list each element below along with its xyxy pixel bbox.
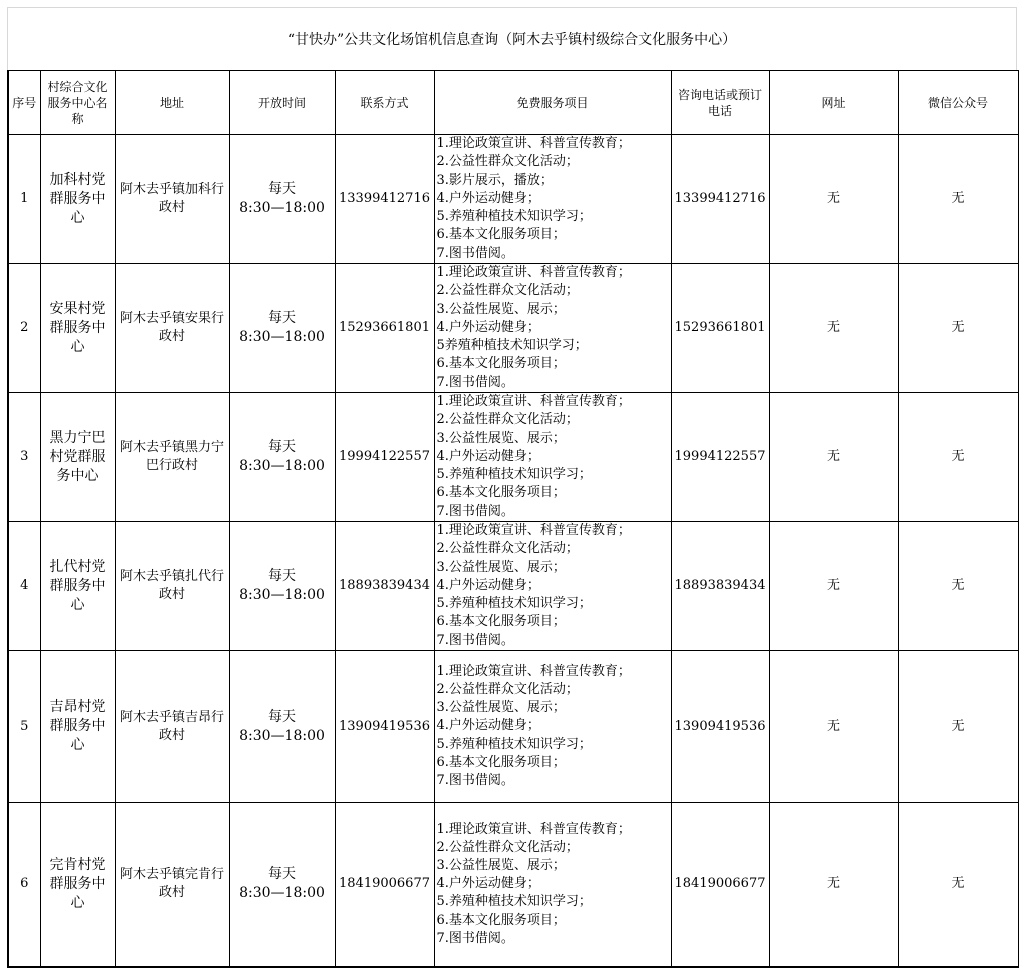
contact-cell[interactable]: 18893839434 (335, 522, 434, 651)
center-name-cell[interactable]: 吉昂村党群服务中心 (40, 651, 115, 803)
service-item: 4.户外运动健身； (436, 718, 540, 734)
open-time-cell[interactable] (229, 393, 335, 522)
address-cell[interactable]: 阿木去乎镇安果行政村 (115, 264, 229, 393)
open-time-cell[interactable] (229, 651, 335, 803)
contact-cell[interactable]: 19994122557 (335, 393, 434, 522)
index-cell[interactable]: 2 (8, 264, 40, 393)
service-item: 5.养殖种植技术知识学习； (436, 596, 592, 612)
services-cell[interactable] (434, 803, 671, 967)
header-hotline[interactable]: 咨询电话或预订电话 (671, 71, 769, 135)
header-services[interactable]: 免费服务项目 (434, 71, 671, 135)
contact-cell[interactable]: 13909419536 (335, 651, 434, 803)
address-cell[interactable]: 阿木去乎镇加科行政村 (115, 135, 229, 264)
service-item: 6.基本文化服务项目； (436, 356, 566, 372)
sheet-title: “甘快办”公共文化场馆机信息查询（阿木去乎镇村级综合文化服务中心） (287, 32, 737, 48)
center-name-cell[interactable]: 加科村党群服务中心 (40, 135, 115, 264)
service-item: 6.基本文化服务项目； (436, 485, 566, 501)
address-cell[interactable]: 阿木去乎镇黑力宁巴行政村 (115, 393, 229, 522)
service-item: 4.户外运动健身； (436, 876, 540, 892)
header-row (8, 71, 1018, 135)
wechat-cell[interactable]: 无 (898, 803, 1018, 967)
service-item: 1.理论政策宣讲、科普宣传教育； (436, 265, 631, 281)
open-time-cell[interactable] (229, 522, 335, 651)
website-cell[interactable]: 无 (769, 135, 898, 264)
center-name-cell[interactable]: 黑力宁巴村党群服务中心 (40, 393, 115, 522)
header-contact[interactable]: 联系方式 (335, 71, 434, 135)
service-item: 7.图书借阅。 (436, 930, 514, 946)
hotline-cell[interactable]: 19994122557 (671, 393, 769, 522)
service-item: 4.户外运动健身； (436, 319, 540, 335)
open-hours: 8:30—18:00 (239, 458, 325, 474)
website-cell[interactable]: 无 (769, 393, 898, 522)
service-item: 3.影片展示，播放； (436, 172, 553, 188)
service-item: 5养殖种植技术知识学习； (436, 338, 588, 354)
contact-cell[interactable]: 18419006677 (335, 803, 434, 967)
service-item: 4.户外运动健身； (436, 448, 540, 464)
sheet-title-cell[interactable] (7, 7, 1017, 70)
address-cell[interactable]: 阿木去乎镇完肯行政村 (115, 803, 229, 967)
service-item: 6.基本文化服务项目； (436, 227, 566, 243)
venue-table (7, 70, 1019, 968)
index-cell[interactable]: 5 (8, 651, 40, 803)
service-item: 1.理论政策宣讲、科普宣传教育； (436, 821, 631, 837)
service-item: 4.户外运动健身； (436, 577, 540, 593)
service-item: 1.理论政策宣讲、科普宣传教育； (436, 394, 631, 410)
open-hours: 8:30—18:00 (239, 329, 325, 345)
header-address[interactable]: 地址 (115, 71, 229, 135)
service-item: 1.理论政策宣讲、科普宣传教育； (436, 523, 631, 539)
table-row (8, 651, 1018, 803)
center-name-cell[interactable]: 完肯村党群服务中心 (40, 803, 115, 967)
services-cell[interactable] (434, 135, 671, 264)
service-item: 7.图书借阅。 (436, 632, 514, 648)
website-cell[interactable]: 无 (769, 803, 898, 967)
hotline-cell[interactable]: 18419006677 (671, 803, 769, 967)
services-cell[interactable] (434, 522, 671, 651)
service-item: 2.公益性群众文化活动； (436, 154, 579, 170)
open-time-cell[interactable] (229, 803, 335, 967)
service-item: 2.公益性群众文化活动； (436, 839, 579, 855)
service-item: 5.养殖种植技术知识学习； (436, 736, 592, 752)
index-cell[interactable]: 6 (8, 803, 40, 967)
hotline-cell[interactable]: 18893839434 (671, 522, 769, 651)
header-open-time[interactable]: 开放时间 (229, 71, 335, 135)
header-center-name[interactable]: 村综合文化服务中心名称 (40, 71, 115, 135)
hotline-cell[interactable]: 13399412716 (671, 135, 769, 264)
website-cell[interactable]: 无 (769, 264, 898, 393)
open-days: 每天 (268, 181, 296, 197)
open-hours: 8:30—18:00 (239, 885, 325, 902)
service-item: 7.图书借阅。 (436, 245, 514, 261)
table-row (8, 522, 1018, 651)
open-hours: 8:30—18:00 (239, 587, 325, 603)
open-days: 每天 (268, 866, 296, 883)
spreadsheet (7, 7, 1017, 968)
index-cell[interactable]: 4 (8, 522, 40, 651)
service-item: 7.图书借阅。 (436, 374, 514, 390)
wechat-cell[interactable]: 无 (898, 522, 1018, 651)
wechat-cell[interactable]: 无 (898, 651, 1018, 803)
wechat-cell[interactable]: 无 (898, 135, 1018, 264)
open-hours: 8:30—18:00 (239, 200, 325, 216)
service-item: 1.理论政策宣讲、科普宣传教育； (436, 663, 631, 679)
service-item: 5.养殖种植技术知识学习； (436, 209, 592, 225)
services-cell[interactable] (434, 393, 671, 522)
wechat-cell[interactable]: 无 (898, 264, 1018, 393)
open-days: 每天 (268, 708, 296, 725)
wechat-cell[interactable]: 无 (898, 393, 1018, 522)
hotline-cell[interactable]: 13909419536 (671, 651, 769, 803)
service-item: 1.理论政策宣讲、科普宣传教育； (436, 136, 631, 152)
website-cell[interactable]: 无 (769, 651, 898, 803)
service-item: 6.基本文化服务项目； (436, 754, 566, 770)
open-days: 每天 (268, 310, 296, 326)
index-cell[interactable]: 1 (8, 135, 40, 264)
service-item: 5.养殖种植技术知识学习； (436, 467, 592, 483)
open-days: 每天 (268, 439, 296, 455)
service-item: 7.图书借阅。 (436, 503, 514, 519)
services-cell[interactable] (434, 264, 671, 393)
index-cell[interactable]: 3 (8, 393, 40, 522)
table-row (8, 264, 1018, 393)
header-website[interactable]: 网址 (769, 71, 898, 135)
address-cell[interactable]: 阿木去乎镇吉昂行政村 (115, 651, 229, 803)
table-row (8, 803, 1018, 967)
contact-cell[interactable]: 13399412716 (335, 135, 434, 264)
open-time-cell[interactable] (229, 264, 335, 393)
header-wechat[interactable]: 微信公众号 (898, 71, 1018, 135)
service-item: 2.公益性群众文化活动； (436, 541, 579, 557)
service-item: 2.公益性群众文化活动； (436, 681, 579, 697)
open-time-cell[interactable] (229, 135, 335, 264)
service-item: 2.公益性群众文化活动； (436, 283, 579, 299)
table-row (8, 393, 1018, 522)
contact-cell[interactable]: 15293661801 (335, 264, 434, 393)
header-index[interactable]: 序号 (8, 71, 40, 135)
services-cell[interactable] (434, 651, 671, 803)
website-cell[interactable]: 无 (769, 522, 898, 651)
service-item: 3.公益性展览、展示； (436, 857, 566, 873)
table-row (8, 135, 1018, 264)
center-name-cell[interactable]: 扎代村党群服务中心 (40, 522, 115, 651)
address-cell[interactable]: 阿木去乎镇扎代行政村 (115, 522, 229, 651)
service-item: 3.公益性展览、展示； (436, 700, 566, 716)
service-item: 6.基本文化服务项目； (436, 912, 566, 928)
service-item: 3.公益性展览、展示； (436, 301, 566, 317)
open-hours: 8:30—18:00 (239, 727, 325, 744)
service-item: 3.公益性展览、展示； (436, 559, 566, 575)
service-item: 6.基本文化服务项目； (436, 614, 566, 630)
service-item: 2.公益性群众文化活动； (436, 412, 579, 428)
service-item: 7.图书借阅。 (436, 773, 514, 788)
hotline-cell[interactable]: 15293661801 (671, 264, 769, 393)
service-item: 3.公益性展览、展示； (436, 430, 566, 446)
service-item: 5.养殖种植技术知识学习； (436, 894, 592, 910)
service-item: 4.户外运动健身； (436, 190, 540, 206)
open-days: 每天 (268, 568, 296, 584)
center-name-cell[interactable]: 安果村党群服务中心 (40, 264, 115, 393)
